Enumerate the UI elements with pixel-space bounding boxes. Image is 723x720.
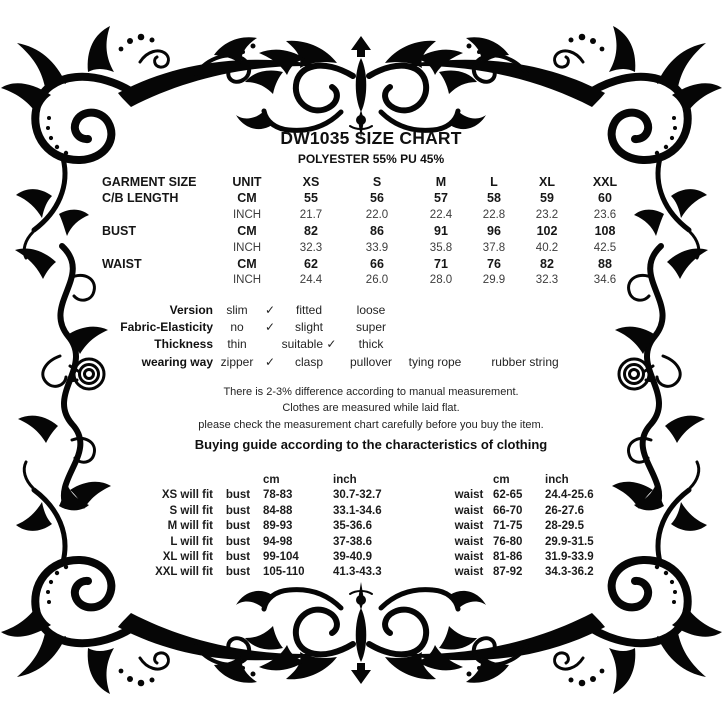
bust-cm-range: 99-104 [263, 550, 299, 563]
attribute-label: wearing way [141, 354, 213, 369]
fit-size-label: XL will fit [162, 550, 213, 563]
attribute-label: Thickness [154, 337, 213, 352]
bust-inch-range: 35-36.6 [333, 520, 373, 533]
fit-header-inch: inch [545, 474, 569, 486]
value-cell: 37.8 [482, 241, 506, 254]
unit-cell: INCH [232, 241, 262, 254]
attribute-option: zipper [220, 354, 254, 369]
unit-cell: CM [237, 191, 257, 206]
row-label [102, 207, 215, 223]
row-label: C/B LENGTH [102, 191, 179, 206]
value-cell: 23.2 [535, 208, 559, 221]
waist-cm-range: 62-65 [493, 489, 523, 502]
waist-inch-range: 24.4-25.6 [545, 489, 594, 502]
value-cell: 26.0 [365, 274, 389, 287]
waist-label: waist [454, 550, 484, 563]
value-cell: 22.8 [482, 208, 506, 221]
waist-inch-range: 31.9-33.9 [545, 550, 594, 563]
value-cell: 34.6 [593, 274, 617, 287]
fit-size-label: XXL will fit [155, 566, 213, 579]
value-cell: 23.6 [593, 208, 617, 221]
attribute-option: clasp [294, 354, 323, 369]
bust-label: bust [225, 504, 251, 517]
header-unit: UNIT [232, 175, 262, 189]
waist-label: waist [454, 535, 484, 548]
value-cell: 28.0 [429, 274, 453, 287]
waist-cm-range: 81-86 [493, 550, 523, 563]
value-cell: 35.8 [429, 241, 453, 254]
attribute-option [403, 336, 467, 353]
value-cell: 22.0 [365, 208, 389, 221]
waist-label: waist [454, 566, 484, 579]
header-m: M [435, 175, 447, 189]
size-measurement-table [102, 174, 633, 289]
waist-cm-range: 87-92 [493, 566, 523, 579]
header-s: S [372, 175, 382, 189]
checkmark [261, 336, 279, 353]
waist-cm-range: 71-75 [493, 520, 523, 533]
fit-header-cm: cm [493, 474, 510, 486]
value-cell: 29.9 [482, 274, 506, 287]
fabric-composition: POLYESTER 55% PU 45% [297, 152, 445, 166]
row-label: BUST [102, 224, 137, 239]
attribute-option: rubber string [491, 354, 559, 369]
bust-label: bust [225, 535, 251, 548]
bust-cm-range: 105-110 [263, 566, 305, 579]
buying-guide-heading: Buying guide according to the characteristics of clothing [194, 437, 548, 452]
fit-guide-table [105, 473, 645, 581]
garment-attributes [102, 302, 583, 371]
note-line: Clothes are measured while laid flat. [282, 402, 460, 415]
value-cell: 108 [594, 224, 616, 239]
value-cell: 82 [304, 224, 318, 239]
header-xl: XL [539, 175, 555, 189]
bust-cm-range: 89-93 [263, 520, 293, 533]
checkmark: ✓ [264, 303, 276, 317]
value-cell: 86 [370, 224, 384, 239]
attribute-option: tying rope [408, 354, 462, 369]
header-xs: XS [302, 175, 320, 189]
waist-cm-range: 66-70 [493, 504, 523, 517]
bust-label: bust [225, 566, 251, 579]
bust-label: bust [225, 489, 251, 502]
bust-inch-range: 39-40.9 [333, 550, 373, 563]
attribute-option: loose [356, 303, 386, 317]
value-cell: 91 [434, 224, 448, 239]
value-cell: 102 [536, 224, 558, 239]
bust-label: bust [225, 520, 251, 533]
fit-header-cm: cm [263, 474, 280, 486]
value-cell: 57 [434, 191, 448, 206]
attribute-row-elasticity [102, 319, 583, 336]
fit-size-label: M will fit [167, 520, 213, 533]
waist-cm-range: 76-80 [493, 535, 523, 548]
unit-cell: INCH [232, 274, 262, 287]
value-cell: 59 [540, 191, 554, 206]
unit-cell: CM [237, 256, 257, 271]
value-cell: 42.5 [593, 241, 617, 254]
bust-inch-range: 37-38.6 [333, 535, 373, 548]
bust-inch-range: 30.7-32.7 [333, 489, 382, 502]
attribute-option [403, 319, 467, 336]
value-cell: 22.4 [429, 208, 453, 221]
checkmark: ✓ [264, 320, 276, 335]
attribute-option: slim [226, 303, 248, 317]
page-title: DW1035 SIZE CHART [280, 128, 462, 148]
value-cell: 62 [304, 256, 318, 271]
attribute-row-version [102, 302, 583, 319]
bust-cm-range: 84-88 [263, 504, 293, 517]
value-cell: 56 [370, 191, 384, 206]
attribute-option: thick [358, 337, 384, 352]
value-cell: 55 [304, 191, 318, 206]
value-cell: 76 [487, 256, 501, 271]
row-label [102, 240, 215, 256]
attribute-label: Version [169, 303, 213, 317]
fit-size-label: L will fit [170, 535, 213, 548]
value-cell: 82 [540, 256, 554, 271]
spacer [213, 473, 263, 488]
bust-inch-range: 41.3-43.3 [333, 566, 382, 579]
row-label [102, 272, 215, 288]
bust-cm-range: 94-98 [263, 535, 293, 548]
waist-label: waist [454, 520, 484, 533]
unit-cell: INCH [232, 208, 262, 221]
measurement-notes [19, 384, 723, 433]
header-l: L [490, 175, 498, 189]
value-cell: 66 [370, 256, 384, 271]
attribute-option: super [355, 320, 387, 335]
bust-inch-range: 33.1-34.6 [333, 504, 382, 517]
waist-label: waist [454, 504, 484, 517]
attribute-option: suitable ✓ [281, 337, 337, 352]
attribute-option [467, 302, 583, 319]
value-cell: 96 [487, 224, 501, 239]
waist-label: waist [454, 489, 484, 502]
value-cell: 58 [487, 191, 501, 206]
value-cell: 32.3 [299, 241, 323, 254]
waist-inch-range: 29.9-31.5 [545, 535, 594, 548]
attribute-option: fitted [295, 303, 322, 317]
value-cell: 71 [434, 256, 448, 271]
attribute-option [467, 319, 583, 336]
value-cell: 40.2 [535, 241, 559, 254]
attribute-row-thickness [102, 336, 583, 353]
fit-header-inch: inch [333, 474, 357, 486]
unit-cell: CM [237, 224, 257, 239]
header-garment-size: GARMENT SIZE [102, 175, 197, 189]
note-line: please check the measurement chart carefully before you buy the item. [198, 418, 544, 431]
waist-inch-range: 28-29.5 [545, 520, 585, 533]
value-cell: 32.3 [535, 274, 559, 287]
attribute-option: pullover [349, 354, 393, 369]
attribute-option [403, 302, 467, 319]
value-cell: 60 [598, 191, 612, 206]
value-cell: 21.7 [299, 208, 323, 221]
row-label: WAIST [102, 256, 142, 271]
attribute-option: slight [294, 320, 323, 335]
value-cell: 33.9 [365, 241, 389, 254]
waist-inch-range: 26-27.6 [545, 504, 585, 517]
header-xxl: XXL [592, 175, 618, 189]
checkmark: ✓ [264, 354, 276, 369]
fit-size-label: XS will fit [161, 489, 213, 502]
bust-cm-range: 78-83 [263, 489, 293, 502]
attribute-label: Fabric-Elasticity [120, 320, 213, 335]
value-cell: 88 [598, 256, 612, 271]
attribute-row-wearing-way [102, 354, 583, 371]
waist-inch-range: 34.3-36.2 [545, 566, 594, 579]
spacer [105, 473, 213, 488]
attribute-option: no [230, 320, 244, 335]
fit-size-label: S will fit [169, 504, 213, 517]
bust-label: bust [225, 550, 251, 563]
spacer [445, 473, 493, 488]
value-cell: 24.4 [299, 274, 323, 287]
note-line: There is 2-3% difference according to manual measurement. [223, 386, 519, 398]
attribute-option [467, 336, 583, 353]
attribute-option: thin [227, 337, 247, 352]
